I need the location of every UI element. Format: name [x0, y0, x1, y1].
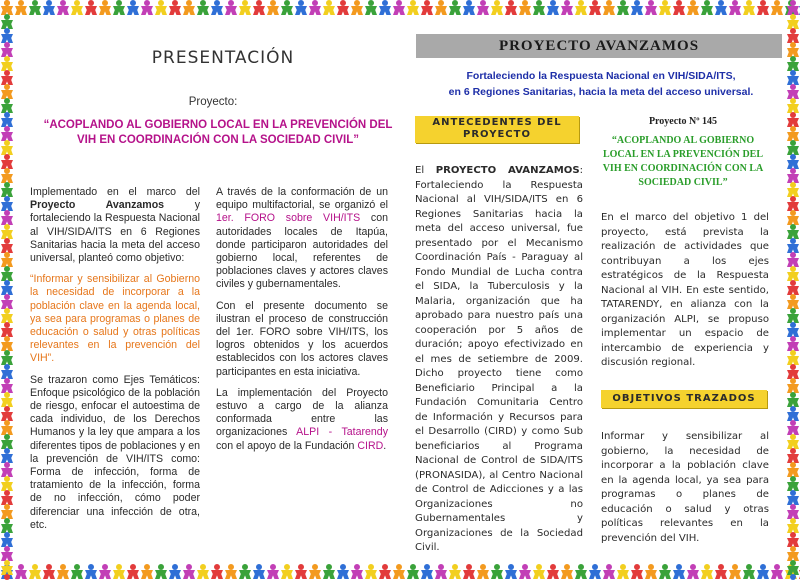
person-figure-icon — [786, 336, 800, 350]
person-figure-icon — [546, 564, 560, 580]
person-figure-icon — [786, 196, 800, 210]
person-figure-icon — [0, 0, 14, 14]
person-figure-icon — [728, 564, 742, 580]
person-figure-icon — [644, 0, 658, 16]
person-figure-icon — [786, 406, 800, 420]
intro-paragraph — [30, 186, 200, 265]
person-figure-icon — [266, 0, 280, 16]
person-figure-icon — [786, 252, 800, 266]
person-figure-icon — [154, 564, 168, 580]
person-figure-icon — [0, 364, 14, 378]
implementation-text: La implementación del Proyecto estuvo a cargo de la alianza conformada entre las organizaciones — [216, 386, 388, 439]
subtitle-line-2: en 6 Regiones Sanitarias, hacia la meta del acceso universal. — [448, 86, 754, 98]
person-figure-icon — [0, 518, 14, 532]
person-figure-icon — [196, 564, 210, 580]
person-figure-icon — [406, 0, 420, 16]
antecedentes-intro: El — [415, 165, 436, 176]
person-figure-icon — [504, 0, 518, 16]
person-figure-icon — [42, 0, 56, 16]
objective-context-text: En el marco del objetivo 1 del proyecto, está prevista la realización de actividades que contribuyan a los ejes estratégicos de la Respuesta Nacional al VIH. En este sentido, TATARENDY, en alianza con la organización ALPI, se propuso implementar un espacio de intercambio de experiencia y discusión regional. — [601, 212, 769, 368]
objetivos-heading: OBJETIVOS TRAZADOS — [601, 390, 767, 408]
person-figure-icon — [786, 294, 800, 308]
person-figure-icon — [434, 564, 448, 580]
person-figure-icon — [786, 476, 800, 490]
person-figure-icon — [786, 574, 800, 580]
person-figure-icon — [504, 564, 518, 580]
person-figure-icon — [0, 490, 14, 504]
person-figure-icon — [786, 126, 800, 140]
person-figure-icon — [786, 420, 800, 434]
person-figure-icon — [786, 364, 800, 378]
person-figure-icon — [308, 564, 322, 580]
person-figure-icon — [786, 42, 800, 56]
person-figure-icon — [532, 0, 546, 16]
decorative-border-bottom — [0, 564, 800, 580]
person-figure-icon — [588, 0, 602, 16]
person-figure-icon — [616, 564, 630, 580]
person-figure-icon — [786, 448, 800, 462]
person-figure-icon — [756, 0, 770, 16]
person-figure-icon — [378, 0, 392, 16]
person-figure-icon — [476, 0, 490, 16]
person-figure-icon — [658, 564, 672, 580]
project-name: “ACOPLANDO AL GOBIERNO LOCAL EN LA PREVENCIÓN DEL VIH EN COORDINACIÓN CON LA SOCIEDAD CIVIL” — [43, 119, 393, 146]
person-figure-icon — [420, 0, 434, 16]
person-figure-icon — [154, 0, 168, 16]
person-figure-icon — [0, 14, 14, 28]
person-figure-icon — [168, 0, 182, 16]
person-figure-icon — [112, 564, 126, 580]
person-figure-icon — [0, 42, 14, 56]
forum-text-cont: con autoridades locales de Itapúa, donde participaron autoridades del gobierno local, referentes de poblaciones claves y actores claves civiles y gubernamentales. — [216, 212, 389, 291]
person-figure-icon — [786, 518, 800, 532]
person-figure-icon — [462, 0, 476, 16]
person-figure-icon — [490, 0, 504, 16]
person-figure-icon — [786, 56, 800, 70]
person-figure-icon — [786, 140, 800, 154]
decorative-border-top — [0, 0, 800, 16]
project-label: Proyecto: — [188, 96, 238, 108]
objective-quote: “Informar y sensibilizar al Gobierno la necesidad de incorporar a la población clave en la agenda local, ya sea para programas o planes de educación o salud y otras políticas relevantes en la prevención del VIH”. — [30, 273, 200, 365]
person-figure-icon — [786, 168, 800, 182]
person-figure-icon — [294, 0, 308, 16]
person-figure-icon — [0, 238, 14, 252]
person-figure-icon — [280, 564, 294, 580]
implementation-text-cont: con el apoyo de la Fundación — [216, 439, 358, 452]
person-figure-icon — [0, 560, 14, 574]
person-figure-icon — [126, 564, 140, 580]
person-figure-icon — [0, 350, 14, 364]
proyecto-avanzamos-banner: PROYECTO AVANZAMOS — [416, 34, 782, 58]
person-figure-icon — [518, 564, 532, 580]
person-figure-icon — [14, 0, 28, 16]
person-figure-icon — [42, 564, 56, 580]
person-figure-icon — [0, 182, 14, 196]
person-figure-icon — [0, 574, 14, 580]
intro-text: Implementado en el marco del — [30, 186, 200, 198]
person-figure-icon — [182, 0, 196, 16]
person-figure-icon — [574, 0, 588, 16]
person-figure-icon — [0, 112, 14, 126]
person-figure-icon — [574, 564, 588, 580]
person-figure-icon — [210, 0, 224, 16]
person-figure-icon — [786, 154, 800, 168]
person-figure-icon — [0, 252, 14, 266]
person-figure-icon — [770, 0, 784, 16]
person-figure-icon — [210, 564, 224, 580]
person-figure-icon — [786, 238, 800, 252]
person-figure-icon — [448, 564, 462, 580]
person-figure-icon — [336, 564, 350, 580]
person-figure-icon — [0, 294, 14, 308]
person-figure-icon — [322, 0, 336, 16]
left-column-1 — [30, 186, 200, 540]
person-figure-icon — [786, 28, 800, 42]
person-figure-icon — [0, 280, 14, 294]
person-figure-icon — [786, 490, 800, 504]
person-figure-icon — [0, 322, 14, 336]
person-figure-icon — [70, 564, 84, 580]
period: . — [383, 439, 387, 452]
intro-project-name: Proyecto Avanzamos — [30, 199, 165, 212]
person-figure-icon — [406, 564, 420, 580]
person-figure-icon — [84, 564, 98, 580]
person-figure-icon — [672, 0, 686, 16]
person-figure-icon — [0, 392, 14, 406]
person-figure-icon — [0, 126, 14, 140]
person-figure-icon — [0, 476, 14, 490]
implementation-paragraph — [216, 387, 388, 453]
person-figure-icon — [224, 564, 238, 580]
person-figure-icon — [630, 564, 644, 580]
person-figure-icon — [658, 0, 672, 16]
antecedentes-body: : Fortaleciendo la Respuesta Nacional al VIH/SIDA/ITS en 6 Regiones Sanitarias hacia la meta del acceso universal, fue presentado por el Mecanismo Coordinación País - Paraguay al Fondo Mundial de Lucha contra el SIDA, la Tuberculosis y la Malaria, organización que ha aprobado para nuestro país una cooperación por 5 años de duración; apoyo efectivizado en el mes de setiembre de 2009. Dicho proyecto tiene como Beneficiario Principal a la Fundación Comunitaria Centro de Información y Recursos para el Desarrollo (CIRD) y como Sub beneficiarios al Programa Nacional de Control de SIDA/ITS (PRONASIDA), al Centro Nacional de Control de Adicciones y a las Organizaciones no Gubernamentales y Organizaciones de la Sociedad Civil. — [415, 165, 583, 553]
person-figure-icon — [700, 0, 714, 16]
person-figure-icon — [364, 0, 378, 16]
person-figure-icon — [0, 98, 14, 112]
person-figure-icon — [560, 564, 574, 580]
person-figure-icon — [140, 0, 154, 16]
objetivos-text: Informar y sensibilizar al gobierno, la necesidad de incorporar a la población clave en la agenda local, ya sea para programas o planes de educación o salud y otras políticas relevantes en la prevención del VIH. — [601, 431, 769, 544]
person-figure-icon — [786, 210, 800, 224]
person-figure-icon — [742, 564, 756, 580]
person-figure-icon — [336, 0, 350, 16]
left-column-2 — [216, 186, 388, 461]
alliance-name: ALPI - Tatarendy — [296, 426, 388, 439]
person-figure-icon — [786, 378, 800, 392]
person-figure-icon — [434, 0, 448, 16]
person-figure-icon — [112, 0, 126, 16]
person-figure-icon — [546, 0, 560, 16]
person-figure-icon — [168, 564, 182, 580]
person-figure-icon — [686, 0, 700, 16]
document-paragraph: Con el presente documento se ilustran el proceso de construcción del 1er. FORO sobre VIH/ITS, los logros obtenidos y los acuerdos establecidos con los actores claves participantes en esta iniciativa. — [216, 299, 388, 378]
person-figure-icon — [28, 564, 42, 580]
person-figure-icon — [532, 564, 546, 580]
person-figure-icon — [140, 564, 154, 580]
project-number: Proyecto Nº 145 — [648, 116, 718, 127]
person-figure-icon — [630, 0, 644, 16]
person-figure-icon — [786, 280, 800, 294]
person-figure-icon — [0, 140, 14, 154]
person-figure-icon — [742, 0, 756, 16]
person-figure-icon — [420, 564, 434, 580]
antecedentes-heading — [415, 116, 579, 143]
person-figure-icon — [786, 504, 800, 518]
antecedentes-text — [415, 164, 583, 556]
person-figure-icon — [0, 336, 14, 350]
person-figure-icon — [786, 182, 800, 196]
person-figure-icon — [0, 308, 14, 322]
person-figure-icon — [0, 532, 14, 546]
forum-name: 1er. FORO sobre VIH/ITS — [216, 212, 361, 225]
person-figure-icon — [616, 0, 630, 16]
person-figure-icon — [786, 14, 800, 28]
person-figure-icon — [0, 70, 14, 84]
green-project-title: “ACOPLANDO AL GOBIERNO LOCAL EN LA PREVENCIÓN DEL VIH EN COORDINACIÓN CON LA SOCIEDAD CIVIL” — [602, 135, 764, 188]
person-figure-icon — [644, 564, 658, 580]
forum-text: A través de la conformación de un equipo multifactorial, se organizó el — [216, 186, 388, 212]
person-figure-icon — [392, 564, 406, 580]
antecedentes-heading-line1: ANTECEDENTES DEL — [432, 117, 562, 128]
person-figure-icon — [28, 0, 42, 16]
person-figure-icon — [0, 224, 14, 238]
person-figure-icon — [672, 564, 686, 580]
person-figure-icon — [786, 434, 800, 448]
person-figure-icon — [126, 0, 140, 16]
person-figure-icon — [786, 392, 800, 406]
person-figure-icon — [448, 0, 462, 16]
person-figure-icon — [266, 564, 280, 580]
person-figure-icon — [786, 560, 800, 574]
person-figure-icon — [0, 378, 14, 392]
person-figure-icon — [786, 266, 800, 280]
person-figure-icon — [56, 0, 70, 16]
brochure-page — [18, 18, 782, 564]
person-figure-icon — [252, 0, 266, 16]
person-figure-icon — [294, 564, 308, 580]
thematic-axes-paragraph: Se trazaron como Ejes Temáticos: Enfoque psicológico de la población de riesgo, enfocar el autoestima de cada individuo, de los Derechos Humanos y la ley que ampara a los diferentes tipos de poblaciones y en la prevención de VIH/ITS como: Forma de infección, forma de tratamiento de la infección, forma de no infección, cómo poder diferenciar una infección de otra, etc. — [30, 373, 200, 531]
person-figure-icon — [0, 196, 14, 210]
banner-subtitle — [418, 68, 784, 100]
person-figure-icon — [714, 0, 728, 16]
person-figure-icon — [0, 168, 14, 182]
person-figure-icon — [0, 434, 14, 448]
person-figure-icon — [786, 546, 800, 560]
antecedentes-project-name: PROYECTO AVANZAMOS — [435, 165, 580, 176]
person-figure-icon — [182, 564, 196, 580]
person-figure-icon — [518, 0, 532, 16]
person-figure-icon — [14, 564, 28, 580]
person-figure-icon — [0, 154, 14, 168]
person-figure-icon — [728, 0, 742, 16]
person-figure-icon — [98, 564, 112, 580]
person-figure-icon — [700, 564, 714, 580]
person-figure-icon — [196, 0, 210, 16]
subtitle-line-1: Fortaleciendo la Respuesta Nacional en VIH/SIDA/ITS, — [466, 70, 736, 82]
person-figure-icon — [0, 210, 14, 224]
person-figure-icon — [476, 564, 490, 580]
person-figure-icon — [686, 564, 700, 580]
person-figure-icon — [770, 564, 784, 580]
forum-paragraph — [216, 186, 388, 292]
person-figure-icon — [322, 564, 336, 580]
person-figure-icon — [308, 0, 322, 16]
person-figure-icon — [0, 406, 14, 420]
person-figure-icon — [238, 564, 252, 580]
person-figure-icon — [252, 564, 266, 580]
person-figure-icon — [350, 0, 364, 16]
person-figure-icon — [602, 564, 616, 580]
person-figure-icon — [392, 0, 406, 16]
person-figure-icon — [98, 0, 112, 16]
person-figure-icon — [0, 504, 14, 518]
person-figure-icon — [56, 564, 70, 580]
person-figure-icon — [0, 84, 14, 98]
person-figure-icon — [786, 462, 800, 476]
person-figure-icon — [462, 564, 476, 580]
person-figure-icon — [714, 564, 728, 580]
cird-name: CIRD — [357, 439, 384, 452]
person-figure-icon — [786, 308, 800, 322]
decorative-border-left — [0, 0, 14, 580]
person-figure-icon — [224, 0, 238, 16]
antecedentes-heading-line2: PROYECTO — [463, 129, 531, 140]
person-figure-icon — [0, 546, 14, 560]
person-figure-icon — [602, 0, 616, 16]
person-figure-icon — [84, 0, 98, 16]
decorative-border-right — [786, 0, 800, 580]
person-figure-icon — [0, 56, 14, 70]
intro-text-cont: y fortaleciendo la Respuesta Nacional al VIH/SIDA/ITS en 6 Regiones Sanitarias hacia la meta del acceso universal, planteó como objetivo: — [30, 199, 200, 265]
person-figure-icon — [786, 532, 800, 546]
person-figure-icon — [70, 0, 84, 16]
person-figure-icon — [786, 224, 800, 238]
person-figure-icon — [756, 564, 770, 580]
person-figure-icon — [786, 0, 800, 14]
person-figure-icon — [350, 564, 364, 580]
person-figure-icon — [238, 0, 252, 16]
person-figure-icon — [786, 350, 800, 364]
person-figure-icon — [786, 84, 800, 98]
person-figure-icon — [786, 98, 800, 112]
person-figure-icon — [786, 112, 800, 126]
presentation-title: PRESENTACIÓN — [151, 48, 295, 68]
person-figure-icon — [490, 564, 504, 580]
person-figure-icon — [378, 564, 392, 580]
person-figure-icon — [0, 448, 14, 462]
person-figure-icon — [0, 420, 14, 434]
person-figure-icon — [0, 462, 14, 476]
person-figure-icon — [364, 564, 378, 580]
person-figure-icon — [786, 70, 800, 84]
person-figure-icon — [588, 564, 602, 580]
person-figure-icon — [560, 0, 574, 16]
person-figure-icon — [0, 28, 14, 42]
person-figure-icon — [0, 266, 14, 280]
person-figure-icon — [280, 0, 294, 16]
person-figure-icon — [786, 322, 800, 336]
